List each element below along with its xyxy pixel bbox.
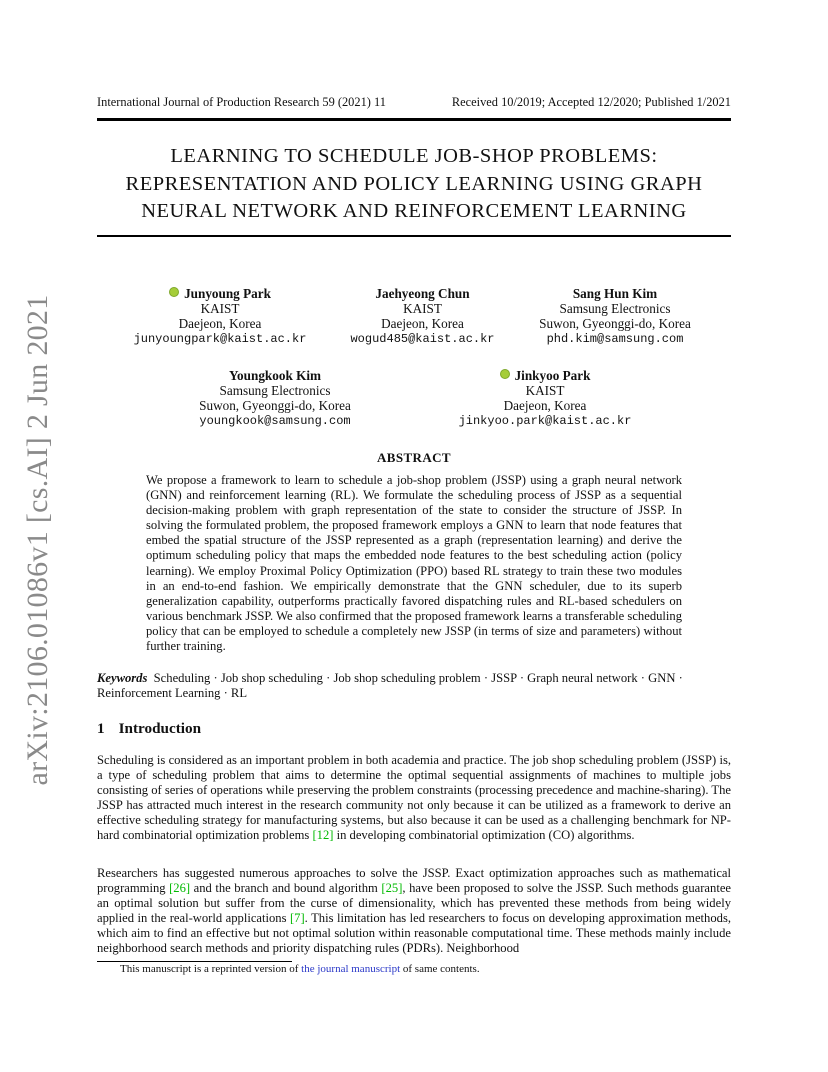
section-heading	[97, 720, 201, 738]
author-email[interactable]: jinkyoo.park@kaist.ac.kr	[458, 413, 632, 428]
abstract-heading: ABSTRACT	[377, 450, 451, 465]
author-location: Suwon, Gyeonggi-do, Korea	[539, 316, 691, 332]
footnote: This manuscript is a reprinted version of the journal manuscript of same contents.	[120, 963, 480, 975]
author-affiliation: Samsung Electronics	[219, 383, 331, 399]
author-block	[520, 286, 710, 347]
orcid-icon[interactable]	[169, 287, 179, 297]
section-title: Introduction	[118, 720, 202, 737]
citation-link[interactable]: [7]	[289, 911, 305, 926]
author-email[interactable]: wogud485@kaist.ac.kr	[350, 331, 495, 346]
author-location: Daejeon, Korea	[381, 316, 464, 332]
running-header-dates: Received 10/2019; Accepted 12/2020; Published 1/2021	[451, 95, 731, 109]
author-name: Junyoung Park	[184, 286, 271, 301]
author-name: Jaehyeong Chun	[375, 286, 470, 301]
author-affiliation: KAIST	[525, 383, 565, 399]
section-number: 1	[97, 720, 105, 737]
journal-manuscript-link[interactable]: the journal manuscript	[301, 963, 401, 975]
footnote-rule	[97, 961, 292, 962]
author-email[interactable]: junyoungpark@kaist.ac.kr	[133, 331, 307, 346]
title-line-1: LEARNING TO SCHEDULE JOB-SHOP PROBLEMS:	[170, 145, 658, 167]
title-bottom-rule	[97, 235, 731, 237]
citation-link[interactable]: [26]	[169, 881, 191, 896]
author-affiliation: Samsung Electronics	[559, 301, 671, 317]
title-top-rule	[97, 118, 731, 121]
intro-paragraph-2: Researchers has suggested numerous approaches to solve the JSSP. Exact optimization approaches such as mathematical programming [26] and the branch and bound algorithm [25], have been proposed to solve the JSSP. Such methods guarantee an optimal solution but suffer from the curse of dimensionality, which has prevented these methods from being widely applied in the real-world applications [7]. This limitation has led researchers to focus on developing approximation methods, which aim to find an effective but not optimal solution within reasonable computational time. These methods mainly include neighborhood search methods and priority dispatching rules (PDRs). Neighborhood	[97, 866, 732, 956]
author-name: Youngkook Kim	[229, 368, 321, 383]
paper-title	[97, 143, 731, 226]
keywords-text: Scheduling · Job shop scheduling · Job shop scheduling problem · JSSP · Graph neural network · GNN · Reinforcement Learning · RL	[97, 671, 683, 701]
author-location: Daejeon, Korea	[503, 398, 587, 414]
author-email[interactable]: phd.kim@samsung.com	[546, 331, 684, 346]
citation-link[interactable]: [12]	[312, 828, 334, 843]
author-block	[335, 286, 510, 347]
author-affiliation: KAIST	[403, 301, 442, 317]
running-header-journal: International Journal of Production Research 59 (2021) 11	[97, 95, 386, 109]
author-location: Daejeon, Korea	[178, 316, 262, 332]
keywords-label: Keywords	[97, 671, 148, 685]
keywords	[97, 671, 731, 701]
abstract-text: We propose a framework to learn to schedule a job-shop problem (JSSP) using a graph neural network (GNN) and reinforcement learning (RL). We formulate the scheduling process of JSSP as a sequential decision-making problem with graph representation of the state to consider the structure of JSSP. In solving the formulated problem, the proposed framework employs a GNN to learn that node features that embed the spatial structure of the JSSP represented as a graph (representation learning) and derive the optimum scheduling policy that maps the embedded node features to the best scheduling action (policy learning). We employ Proximal Policy Optimization (PPO) based RL strategy to train these two modules in an end-to-end fashion. We empirically demonstrate that the GNN scheduler, due to its superb generalization capability, outperforms practically favored dispatching rules and RL-based schedulers on various benchmark JSSP. We also confirmed that the proposed framework learns a transferable scheduling policy that can be employed to schedule a completely new JSSP (in terms of size and parameters) without further training.	[146, 473, 682, 654]
author-name: Jinkyoo Park	[514, 368, 591, 383]
author-email[interactable]: youngkook@samsung.com	[199, 413, 351, 428]
author-block	[440, 368, 650, 429]
title-line-3: NEURAL NETWORK AND REINFORCEMENT LEARNING	[141, 200, 687, 222]
author-block	[120, 286, 320, 347]
author-block	[180, 368, 370, 429]
arxiv-id: arXiv:2106.01086v1 [cs.AI] 2 Jun 2021	[21, 294, 54, 786]
author-name: Sang Hun Kim	[572, 286, 658, 301]
author-location: Suwon, Gyeonggi-do, Korea	[199, 398, 351, 414]
citation-link[interactable]: [25]	[381, 881, 403, 896]
title-line-2: REPRESENTATION AND POLICY LEARNING USING GRAPH	[125, 172, 703, 195]
intro-paragraph-1: Scheduling is considered as an important problem in both academia and practice. The job shop scheduling problem (JSSP) is, a type of scheduling problem that aims to determine the optimal sequential assignments of machines to multiple jobs consisting of series of operations while preserving the problem constraints (processing precedence and machine-sharing). The JSSP has attracted much interest in the research community not only because it can be utilized as a framework to derive an effective scheduling strategy for manufacturing systems, but also because it can be used as a challenging benchmark for NP-hard combinatorial optimization problems [12] in developing combinatorial optimization (CO) algorithms.	[97, 753, 731, 843]
author-affiliation: KAIST	[200, 301, 240, 317]
orcid-icon[interactable]	[500, 369, 510, 379]
